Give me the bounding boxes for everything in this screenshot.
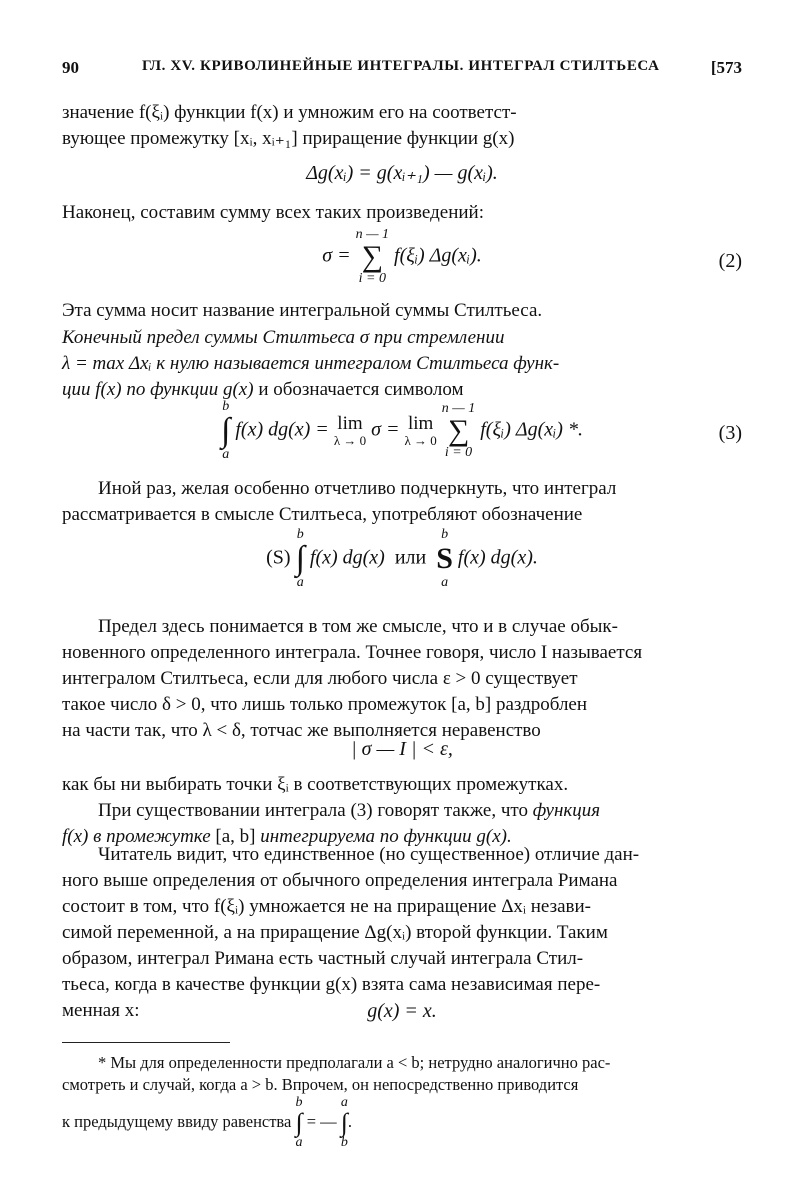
para8-line7: менная x: bbox=[62, 1000, 140, 1021]
eq3-lim2 bbox=[404, 414, 436, 448]
equation-s bbox=[62, 528, 742, 608]
eq3-int-top: b bbox=[222, 399, 230, 414]
footnote-int1-bottom: a bbox=[295, 1135, 303, 1150]
paragraph-1 bbox=[62, 100, 742, 152]
eq3-lim1-word: lim bbox=[337, 413, 363, 434]
eq3-int-bottom: a bbox=[222, 447, 230, 462]
para5-line1: Предел здесь понимается в том же смысле, что и в случае обык- bbox=[98, 616, 618, 637]
paragraph-3: Эта сумма носит название интегральной суммы Стилтьеса. bbox=[62, 300, 543, 321]
integral-icon: ∫ bbox=[221, 412, 231, 449]
footnote-line1: * Мы для определенности предполагали a < b; нетрудно аналогично рас- bbox=[98, 1053, 611, 1072]
para7-line2b: [a, b] bbox=[210, 826, 261, 847]
sigma-icon: ∑ bbox=[447, 414, 470, 447]
footnote-eq: = — bbox=[306, 1111, 337, 1131]
eq-s-integral bbox=[296, 528, 305, 590]
eq2-lhs: σ = bbox=[322, 244, 351, 267]
integral-icon: ∫ bbox=[295, 540, 305, 577]
para4-line2: рассматривается в смысле Стилтьеса, употребляют обозначение bbox=[62, 504, 583, 525]
equation-gx: g(x) = x. bbox=[367, 1000, 437, 1022]
eq-s-bigs-top: b bbox=[441, 527, 449, 542]
para1-line1: значение f(ξᵢ) функции f(x) и умножим его на соответст- bbox=[62, 102, 517, 123]
footnote-line3: к предыдущему ввиду равенства bbox=[62, 1111, 292, 1131]
eq-s-integrand2: f(x) dg(x). bbox=[457, 546, 538, 569]
equation-3 bbox=[62, 400, 742, 470]
para5-line4: такое число δ > 0, что лишь только промежуток [a, b] раздроблен bbox=[62, 694, 588, 715]
eq3-sum-operator bbox=[442, 402, 475, 460]
para5-line2: новенного определенного интеграла. Точнее говоря, число I называется bbox=[62, 642, 643, 663]
eq-s-or: или bbox=[394, 546, 427, 569]
eq2-sum-bottom: i = 0 bbox=[358, 271, 386, 286]
footnote-int2 bbox=[341, 1096, 348, 1150]
eq-s-prefix: (S) bbox=[266, 546, 291, 569]
footnote-divider bbox=[62, 1042, 230, 1043]
eq3-number: (3) bbox=[718, 422, 742, 444]
equation-inequality: | σ — I | < ε, bbox=[351, 738, 453, 760]
footnote-int1-top: b bbox=[295, 1095, 303, 1110]
eq3-tail: f(ξᵢ) Δg(xᵢ) *. bbox=[480, 418, 583, 441]
page-number-right: [573 bbox=[710, 58, 742, 77]
equation-delta: Δg(xᵢ) = g(xᵢ₊₁) — g(xᵢ). bbox=[306, 162, 498, 184]
para8-line1: Читатель видит, что единственное (но существенное) отличие дан- bbox=[98, 844, 640, 865]
eq3-lim2-sub: λ → 0 bbox=[404, 433, 437, 448]
footnote-line3-row bbox=[62, 1096, 742, 1152]
para7-line1b: функция bbox=[532, 800, 601, 821]
eq-s-int-bottom: a bbox=[296, 575, 304, 590]
para1-line2: вующее промежутку [xᵢ, xᵢ₊₁] приращение функции g(x) bbox=[62, 128, 515, 149]
definition-paragraph bbox=[62, 325, 742, 403]
footnote bbox=[62, 1052, 742, 1096]
paragraph-2: Наконец, составим сумму всех таких произведений: bbox=[62, 202, 484, 223]
def-line1: Конечный предел суммы Стилтьеса σ при стремлении bbox=[62, 327, 505, 348]
integral-icon: ∫ bbox=[295, 1108, 303, 1137]
eq2-sum-top: n — 1 bbox=[355, 227, 390, 242]
stieltjes-s-icon: S bbox=[436, 542, 453, 575]
eq2-sum-operator bbox=[356, 228, 389, 286]
eq3-integrand: f(x) dg(x) = bbox=[235, 418, 329, 441]
paragraph-8 bbox=[62, 842, 742, 1024]
integral-icon: ∫ bbox=[340, 1108, 348, 1137]
def-line3b: и обозначается символом bbox=[253, 379, 464, 400]
page-header bbox=[62, 58, 742, 88]
para8-line3: состоит в том, что f(ξᵢ) умножается не на приращение Δxᵢ незави- bbox=[62, 896, 592, 917]
page-number-left: 90 bbox=[62, 58, 79, 77]
footnote-int1 bbox=[295, 1096, 302, 1150]
para7-line2c: интегрируема по функции g(x). bbox=[260, 826, 512, 847]
footnote-int2-bottom: b bbox=[340, 1135, 348, 1150]
def-line3a: ции f(x) по функции g(x) bbox=[62, 379, 254, 400]
eq2-body: f(ξᵢ) Δg(xᵢ). bbox=[394, 244, 482, 267]
para8-line4: симой переменной, а на приращение Δg(xᵢ) второй функции. Таким bbox=[62, 922, 608, 943]
footnote-int2-top: a bbox=[340, 1095, 348, 1110]
sigma-icon: ∑ bbox=[361, 240, 384, 273]
eq-s-bigs bbox=[436, 528, 453, 590]
para5-line3: интегралом Стилтьеса, если для любого числа ε > 0 существует bbox=[62, 668, 578, 689]
eq2-number: (2) bbox=[718, 250, 742, 272]
eq3-lim2-word: lim bbox=[407, 413, 434, 434]
eq3-mid: σ = bbox=[371, 418, 400, 441]
eq3-lim1-sub: λ → 0 bbox=[333, 433, 367, 448]
eq-s-bigs-bottom: a bbox=[441, 575, 449, 590]
footnote-end: . bbox=[347, 1111, 353, 1131]
para7-line2a: f(x) в промежутке bbox=[62, 826, 211, 847]
paragraph-5 bbox=[62, 614, 742, 744]
equation-2 bbox=[62, 228, 742, 298]
eq3-sum-top: n — 1 bbox=[441, 401, 476, 416]
para8-line5: образом, интеграл Римана есть частный случай интеграла Стил- bbox=[62, 948, 584, 969]
paragraph-6: как бы ни выбирать точки ξᵢ в соответствующих промежутках. bbox=[62, 774, 569, 795]
paragraph-4 bbox=[62, 476, 742, 528]
eq3-integral bbox=[221, 400, 230, 462]
running-title: ГЛ. XV. КРИВОЛИНЕЙНЫЕ ИНТЕГРАЛЫ. ИНТЕГРАЛ СТИЛТЬЕСА bbox=[142, 58, 660, 74]
para8-line6: тьеса, когда в качестве функции g(x) взята сама независимая пере- bbox=[62, 974, 601, 995]
eq3-sum-bottom: i = 0 bbox=[444, 445, 473, 460]
eq-s-int-top: b bbox=[296, 527, 304, 542]
eq3-lim1 bbox=[334, 414, 366, 448]
para7-line1a: При существовании интеграла (3) говорят также, что bbox=[98, 800, 533, 821]
eq-s-integrand1: f(x) dg(x) bbox=[309, 546, 385, 569]
para5-line5: на части так, что λ < δ, тотчас же выполняется неравенство bbox=[62, 720, 541, 741]
para8-line2: ного выше определения от обычного определения интеграла Римана bbox=[62, 870, 618, 891]
para4-line1: Иной раз, желая особенно отчетливо подчеркнуть, что интеграл bbox=[98, 478, 617, 499]
footnote-line2: смотреть и случай, когда a > b. Впрочем, он непосредственно приводится bbox=[62, 1075, 579, 1094]
def-line2: λ = max Δxᵢ к нулю называется интегралом Стилтьеса функ- bbox=[62, 353, 560, 374]
